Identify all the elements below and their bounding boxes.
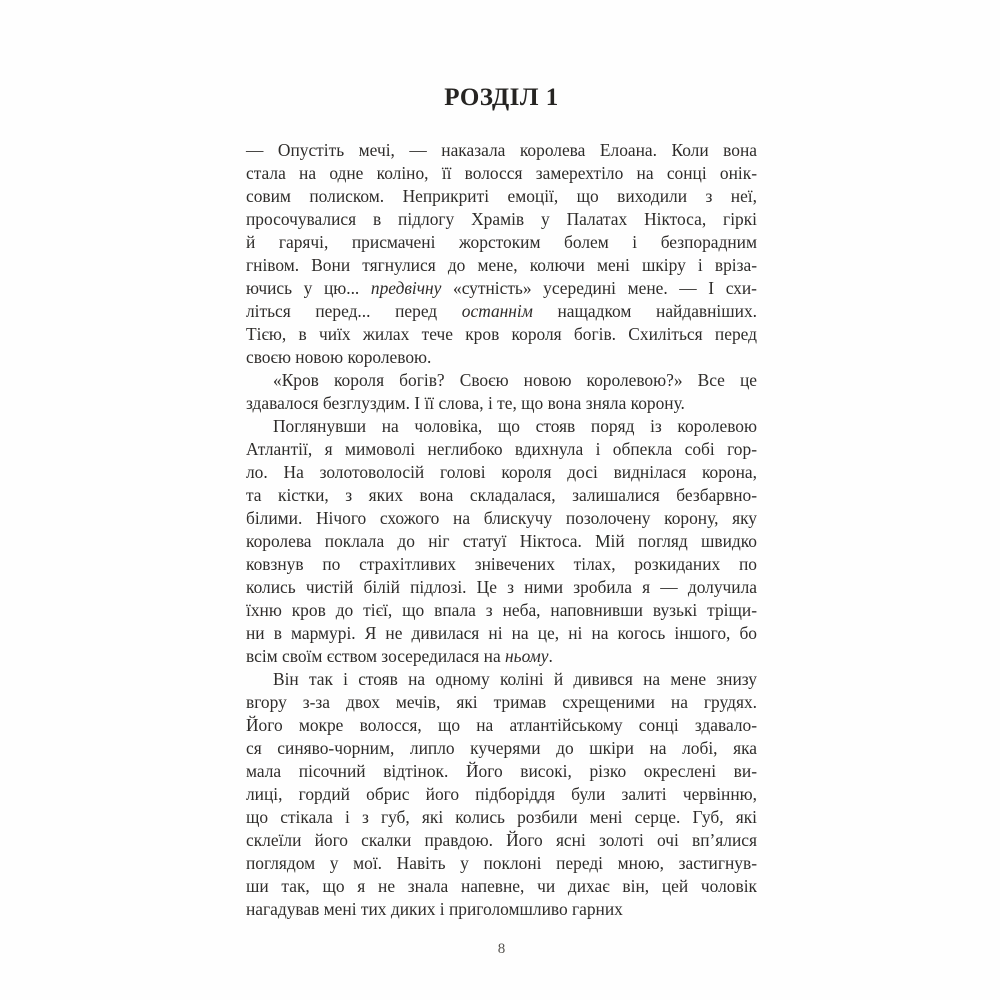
text-line: склеїли його скалки правдою. Його ясні золоті очі вп’ялися bbox=[246, 830, 757, 850]
text-line: що стікала і з губ, які колись розбили мені серце. Губ, які bbox=[246, 807, 757, 827]
text-line: ни в мармурі. Я не дивилася ні на це, ні на когось іншого, бо bbox=[246, 623, 757, 643]
text-line: ковзнув по страхітливих знівечених тілах, розкиданих по bbox=[246, 554, 757, 574]
text-line: гнівом. Вони тягнулися до мене, колючи мені шкіру і вріза- bbox=[246, 255, 757, 275]
text-line: лиці, гордий обрис його підборіддя були залиті червінню, bbox=[246, 784, 757, 804]
text-line: совим полиском. Неприкриті емоції, що виходили з неї, bbox=[246, 186, 757, 206]
paragraph bbox=[246, 369, 757, 415]
paragraph bbox=[246, 415, 757, 668]
text-line: мала пісочний відтінок. Його високі, різко окреслені ви- bbox=[246, 761, 757, 781]
text-line: Тією, в чиїх жилах тече кров короля богів. Схиліться перед bbox=[246, 324, 757, 344]
text-line: своєю новою королевою. bbox=[246, 347, 432, 367]
text-line: стала на одне коліно, її волосся замерехтіло на сонці онік- bbox=[246, 163, 757, 183]
paragraph bbox=[246, 139, 757, 369]
page-number: 8 bbox=[497, 941, 506, 957]
text-line: здавалося безглуздим. І її слова, і те, що вона зняла корону. bbox=[246, 393, 685, 413]
text-line: літься перед... перед останнім нащадком найдавніших. bbox=[246, 301, 757, 321]
text-line: й гарячі, присмачені жорстоким болем і безпорадним bbox=[246, 232, 757, 252]
text-line: ши так, що я не знала напевне, чи дихає він, цей чоловік bbox=[246, 876, 757, 896]
text-line: поглядом у мої. Навіть у поклоні переді мною, застигнув- bbox=[246, 853, 757, 873]
text-line: «Кров короля богів? Своєю новою королевою?» Все це bbox=[273, 370, 757, 390]
text-line: Він так і стояв на одному коліні й дивився на мене знизу bbox=[273, 669, 757, 689]
text-line: ючись у цю... предвічну «сутність» усередині мене. — І схи- bbox=[246, 278, 757, 298]
text-line: нагадував мені тих диких і приголомшливо гарних bbox=[246, 899, 623, 919]
text-line: просочувалися в підлогу Храмів у Палатах Ніктоса, гіркі bbox=[246, 209, 757, 229]
text-line: колись чистій білій підлозі. Це з ними зробила я — долучила bbox=[246, 577, 757, 597]
text-line: королева поклала до ніг статуї Ніктоса. Мій погляд швидко bbox=[246, 531, 757, 551]
text-line: ло. На золотоволосій голові короля досі виднілася корона, bbox=[246, 462, 757, 482]
text-line: Його мокре волосся, що на атлантійському сонці здавало- bbox=[246, 715, 757, 735]
text-line: та кістки, з яких вона складалася, залишалися безбарвно- bbox=[246, 485, 757, 505]
text-line: Атлантії, я мимоволі неглибоко вдихнула і обпекла собі гор- bbox=[246, 439, 757, 459]
text-line: Поглянувши на чоловіка, що стояв поряд із королевою bbox=[273, 416, 757, 436]
paragraph bbox=[246, 668, 757, 921]
text-block bbox=[246, 139, 757, 921]
text-line: їхню кров до тієї, що впала з неба, наповнивши вузькі тріщи- bbox=[246, 600, 757, 620]
text-line: всім своїм єством зосередилася на ньому. bbox=[246, 646, 553, 666]
text-line: — Опустіть мечі, — наказала королева Елоана. Коли вона bbox=[246, 140, 757, 160]
text-line: вгору з-за двох мечів, які тримав схрещеними на грудях. bbox=[246, 692, 757, 712]
text-line: білими. Нічого схожого на блискучу позолочену корону, яку bbox=[246, 508, 757, 528]
text-line: ся синяво-чорним, липло кучерями до шкіри на лобі, яка bbox=[246, 738, 757, 758]
chapter-title: РОЗДІЛ 1 bbox=[444, 84, 559, 111]
